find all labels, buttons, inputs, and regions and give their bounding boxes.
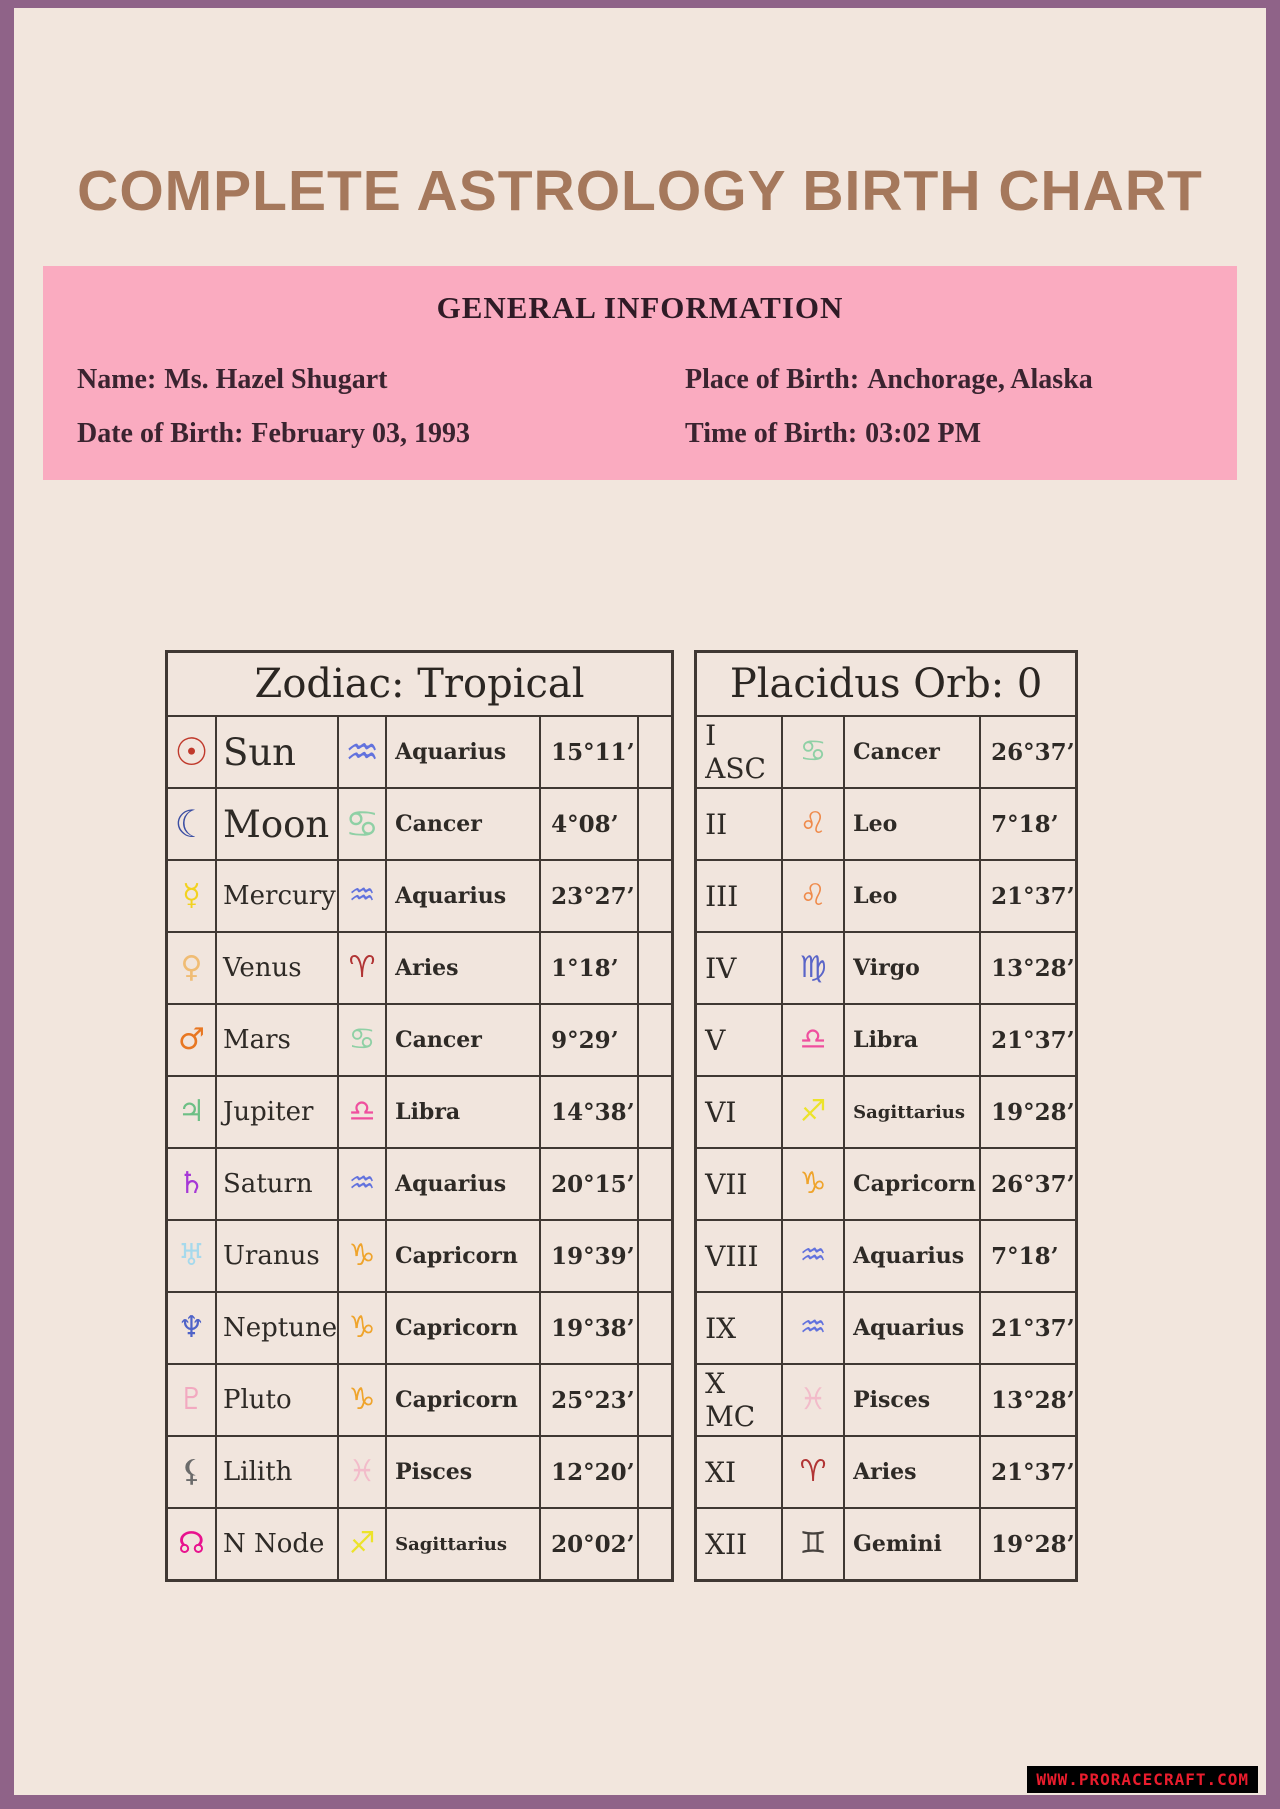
sign-symbol-cell: [338, 932, 386, 1004]
sign-symbol-cell: [782, 860, 844, 932]
zodiac-row-n-node: [167, 1508, 673, 1581]
sign-name: Virgo: [844, 932, 980, 1004]
aries-icon: ♈: [348, 950, 376, 985]
pisces-icon: ♓: [799, 1382, 827, 1417]
sign-name: Aquarius: [386, 716, 540, 788]
date-of-birth-label: Date of Birth:: [77, 418, 244, 449]
degree-value: 7°18’: [980, 1220, 1077, 1292]
sign-symbol-cell: [338, 1004, 386, 1076]
info-field-place-of-birth: [685, 364, 1203, 396]
spacer-cell: [638, 860, 673, 932]
spacer-cell: [638, 1148, 673, 1220]
zodiac-table-title: Zodiac: Tropical: [167, 652, 673, 717]
house-row-iv: [696, 932, 1077, 1004]
degree-value: 26°37’: [980, 716, 1077, 788]
sign-symbol-cell: [782, 1292, 844, 1364]
mars-icon: ♂: [178, 1022, 205, 1057]
house-label: X MC: [696, 1364, 783, 1436]
libra-icon: ♎: [799, 1022, 827, 1057]
sign-name: Libra: [844, 1004, 980, 1076]
houses-table-header-row: [696, 652, 1077, 717]
document-page: [14, 8, 1266, 1795]
house-label: II: [696, 788, 783, 860]
aquarius-icon: ♒: [345, 730, 380, 774]
house-row-xii: [696, 1508, 1077, 1581]
sign-symbol-cell: [338, 1364, 386, 1436]
spacer-cell: [638, 1220, 673, 1292]
sign-symbol-cell: [782, 788, 844, 860]
planet-symbol-cell: [167, 1220, 217, 1292]
zodiac-row-jupiter: [167, 1076, 673, 1148]
aries-icon: ♈: [799, 1454, 827, 1489]
watermark: WWW.PRORACECRAFT.COM: [1027, 1766, 1258, 1793]
moon-icon: ☾: [174, 802, 209, 846]
degree-value: 1°18’: [540, 932, 638, 1004]
spacer-cell: [638, 788, 673, 860]
sign-name: Capricorn: [386, 1364, 540, 1436]
page-title: COMPLETE ASTROLOGY BIRTH CHART: [77, 159, 1203, 223]
aquarius-icon: ♒: [799, 1238, 827, 1273]
general-info-panel: [43, 266, 1237, 480]
planet-symbol-cell: [167, 1076, 217, 1148]
planet-symbol-cell: [167, 1292, 217, 1364]
sign-symbol-cell: [782, 932, 844, 1004]
degree-value: 23°27’: [540, 860, 638, 932]
jupiter-icon: ♃: [178, 1094, 205, 1129]
capricorn-icon: ♑: [348, 1238, 376, 1273]
house-row-ix: [696, 1292, 1077, 1364]
lilith-icon: ⚸: [180, 1454, 203, 1489]
time-of-birth-value: 03:02 PM: [865, 418, 982, 449]
planet-name: Mars: [216, 1004, 338, 1076]
degree-value: 15°11’: [540, 716, 638, 788]
house-row-v: [696, 1004, 1077, 1076]
planet-symbol-cell: [167, 1364, 217, 1436]
house-label: VII: [696, 1148, 783, 1220]
neptune-icon: ♆: [178, 1310, 205, 1345]
planet-symbol-cell: [167, 1508, 217, 1581]
house-label: XII: [696, 1508, 783, 1581]
houses-table: [694, 650, 1078, 1582]
sign-symbol-cell: [782, 716, 844, 788]
planet-name: N Node: [216, 1508, 338, 1581]
pisces-icon: ♓: [348, 1454, 376, 1489]
sagittarius-icon: ♐: [799, 1094, 827, 1129]
house-label: XI: [696, 1436, 783, 1508]
sign-symbol-cell: [338, 1508, 386, 1581]
degree-value: 21°37’: [980, 1292, 1077, 1364]
sign-symbol-cell: [782, 1076, 844, 1148]
info-field-name: [77, 364, 685, 396]
degree-value: 21°37’: [980, 1436, 1077, 1508]
virgo-icon: ♍: [799, 950, 827, 985]
uranus-icon: ♅: [178, 1238, 205, 1273]
house-label: I ASC: [696, 716, 783, 788]
degree-value: 26°37’: [980, 1148, 1077, 1220]
sign-name: Capricorn: [386, 1220, 540, 1292]
house-row-iii: [696, 860, 1077, 932]
sign-name: Libra: [386, 1076, 540, 1148]
degree-value: 13°28’: [980, 1364, 1077, 1436]
house-label: VI: [696, 1076, 783, 1148]
degree-value: 20°15’: [540, 1148, 638, 1220]
degree-value: 12°20’: [540, 1436, 638, 1508]
house-label: V: [696, 1004, 783, 1076]
house-label: VIII: [696, 1220, 783, 1292]
pluto-icon: ♇: [178, 1382, 205, 1417]
cancer-icon: ♋: [348, 1022, 376, 1057]
house-row-ii: [696, 788, 1077, 860]
degree-value: 7°18’: [980, 788, 1077, 860]
libra-icon: ♎: [348, 1094, 376, 1129]
house-label: IX: [696, 1292, 783, 1364]
zodiac-row-pluto: [167, 1364, 673, 1436]
cancer-icon: ♋: [345, 802, 380, 846]
sign-name: Aquarius: [386, 860, 540, 932]
degree-value: 14°38’: [540, 1076, 638, 1148]
houses-table-title: Placidus Orb: 0: [696, 652, 1077, 717]
degree-value: 9°29’: [540, 1004, 638, 1076]
house-row-xi: [696, 1436, 1077, 1508]
sign-name: Pisces: [386, 1436, 540, 1508]
sign-symbol-cell: [338, 1292, 386, 1364]
degree-value: 4°08’: [540, 788, 638, 860]
sign-name: Gemini: [844, 1508, 980, 1581]
sign-symbol-cell: [782, 1220, 844, 1292]
sign-name: Aries: [844, 1436, 980, 1508]
zodiac-row-sun: [167, 716, 673, 788]
degree-value: 13°28’: [980, 932, 1077, 1004]
sign-name: Aries: [386, 932, 540, 1004]
house-row-vii: [696, 1148, 1077, 1220]
degree-value: 21°37’: [980, 860, 1077, 932]
house-row-vi: [696, 1076, 1077, 1148]
degree-value: 19°38’: [540, 1292, 638, 1364]
degree-value: 19°28’: [980, 1076, 1077, 1148]
n-node-icon: ☊: [178, 1526, 205, 1561]
capricorn-icon: ♑: [348, 1310, 376, 1345]
leo-icon: ♌: [799, 878, 827, 913]
general-info-fields: [77, 364, 1203, 450]
house-label: IV: [696, 932, 783, 1004]
planet-name: Pluto: [216, 1364, 338, 1436]
sun-icon: ☉: [174, 730, 209, 774]
sign-name: Leo: [844, 860, 980, 932]
planet-symbol-cell: [167, 1436, 217, 1508]
time-of-birth-label: Time of Birth:: [685, 418, 858, 449]
planet-name: Mercury: [216, 860, 338, 932]
spacer-cell: [638, 1508, 673, 1581]
planet-symbol-cell: [167, 860, 217, 932]
planet-symbol-cell: [167, 1004, 217, 1076]
sign-symbol-cell: [782, 1004, 844, 1076]
aquarius-icon: ♒: [348, 878, 376, 913]
birth-chart-tables: [165, 650, 1266, 1582]
aquarius-icon: ♒: [799, 1310, 827, 1345]
place-of-birth-label: Place of Birth:: [685, 364, 860, 395]
zodiac-row-uranus: [167, 1220, 673, 1292]
zodiac-row-venus: [167, 932, 673, 1004]
sign-symbol-cell: [782, 1508, 844, 1581]
capricorn-icon: ♑: [799, 1166, 827, 1201]
date-of-birth-value: February 03, 1993: [251, 418, 470, 449]
sign-name: Sagittarius: [844, 1076, 980, 1148]
sign-symbol-cell: [338, 1220, 386, 1292]
cancer-icon: ♋: [799, 734, 827, 769]
house-row-x-mc: [696, 1364, 1077, 1436]
planet-symbol-cell: [167, 1148, 217, 1220]
sign-name: Aquarius: [844, 1220, 980, 1292]
info-field-date-of-birth: [77, 418, 685, 450]
sign-symbol-cell: [338, 1148, 386, 1220]
zodiac-row-mars: [167, 1004, 673, 1076]
degree-value: 21°37’: [980, 1004, 1077, 1076]
sign-name: Pisces: [844, 1364, 980, 1436]
spacer-cell: [638, 932, 673, 1004]
sign-name: Sagittarius: [386, 1508, 540, 1581]
sign-symbol-cell: [338, 1076, 386, 1148]
spacer-cell: [638, 1076, 673, 1148]
name-value: Ms. Hazel Shugart: [164, 364, 388, 395]
gemini-icon: ♊: [799, 1526, 827, 1561]
sign-symbol-cell: [338, 716, 386, 788]
sign-name: Capricorn: [844, 1148, 980, 1220]
degree-value: 25°23’: [540, 1364, 638, 1436]
saturn-icon: ♄: [178, 1166, 205, 1201]
planet-name: Uranus: [216, 1220, 338, 1292]
planet-name: Saturn: [216, 1148, 338, 1220]
planet-symbol-cell: [167, 716, 217, 788]
zodiac-row-mercury: [167, 860, 673, 932]
planet-symbol-cell: [167, 932, 217, 1004]
general-info-heading: GENERAL INFORMATION: [436, 290, 844, 325]
zodiac-row-moon: [167, 788, 673, 860]
sign-name: Aquarius: [386, 1148, 540, 1220]
degree-value: 19°28’: [980, 1508, 1077, 1581]
capricorn-icon: ♑: [348, 1382, 376, 1417]
sign-symbol-cell: [338, 788, 386, 860]
planet-symbol-cell: [167, 788, 217, 860]
sign-name: Leo: [844, 788, 980, 860]
spacer-cell: [638, 1364, 673, 1436]
venus-icon: ♀: [180, 950, 203, 985]
sign-name: Cancer: [386, 788, 540, 860]
planet-name: Jupiter: [216, 1076, 338, 1148]
info-field-time-of-birth: [685, 418, 1203, 450]
house-row-viii: [696, 1220, 1077, 1292]
zodiac-row-saturn: [167, 1148, 673, 1220]
mercury-icon: ☿: [182, 878, 201, 913]
spacer-cell: [638, 1004, 673, 1076]
sign-symbol-cell: [782, 1364, 844, 1436]
sign-symbol-cell: [338, 1436, 386, 1508]
sign-symbol-cell: [338, 860, 386, 932]
planet-name: Moon: [216, 788, 338, 860]
zodiac-table: [165, 650, 674, 1582]
spacer-cell: [638, 1436, 673, 1508]
planet-name: Lilith: [216, 1436, 338, 1508]
degree-value: 19°39’: [540, 1220, 638, 1292]
degree-value: 20°02’: [540, 1508, 638, 1581]
planet-name: Neptune: [216, 1292, 338, 1364]
sign-name: Cancer: [844, 716, 980, 788]
house-label: III: [696, 860, 783, 932]
spacer-cell: [638, 716, 673, 788]
zodiac-row-lilith: [167, 1436, 673, 1508]
place-of-birth-value: Anchorage, Alaska: [867, 364, 1093, 395]
planet-name: Venus: [216, 932, 338, 1004]
planet-name: Sun: [216, 716, 338, 788]
sagittarius-icon: ♐: [348, 1526, 376, 1561]
aquarius-icon: ♒: [348, 1166, 376, 1201]
sign-symbol-cell: [782, 1148, 844, 1220]
house-row-i-asc: [696, 716, 1077, 788]
sign-name: Capricorn: [386, 1292, 540, 1364]
zodiac-table-header-row: [167, 652, 673, 717]
name-label: Name:: [77, 364, 157, 395]
zodiac-row-neptune: [167, 1292, 673, 1364]
sign-symbol-cell: [782, 1436, 844, 1508]
spacer-cell: [638, 1292, 673, 1364]
leo-icon: ♌: [799, 806, 827, 841]
sign-name: Aquarius: [844, 1292, 980, 1364]
sign-name: Cancer: [386, 1004, 540, 1076]
